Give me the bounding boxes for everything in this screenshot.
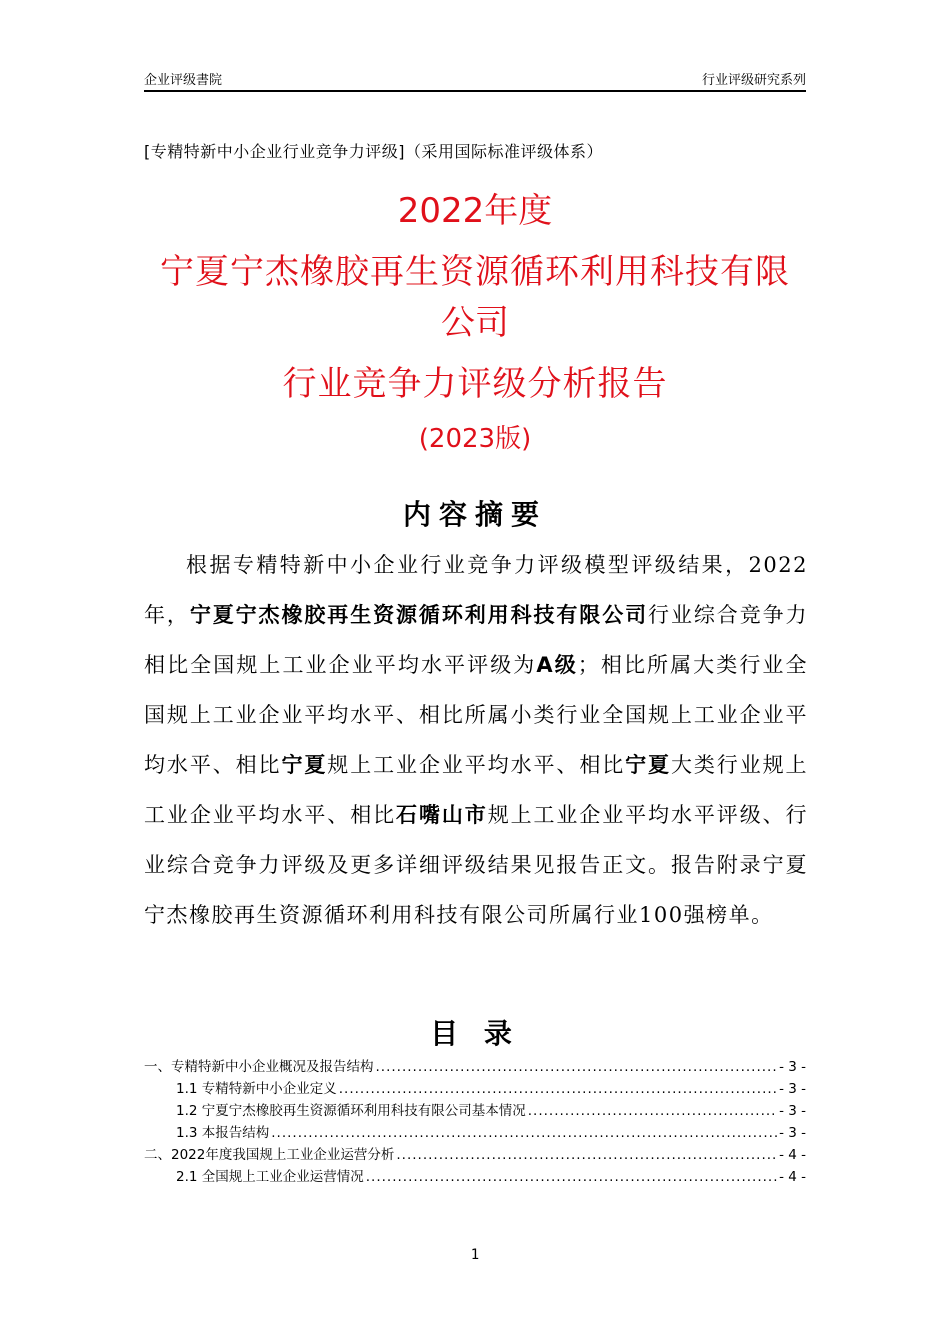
summary-company-name: 宁夏宁杰橡胶再生资源循环利用科技有限公司 [189, 603, 649, 627]
toc-leader-dots [339, 1078, 777, 1100]
toc-entry-page: - 3 - [779, 1103, 806, 1119]
toc-entry-page: - 3 - [779, 1081, 806, 1097]
summary-region: 宁夏 [625, 753, 671, 777]
summary-text: 规上工业企业平均水平评级、行业综合竞争力评级及更多详细评级结果见报告正文。报告附录宁夏宁杰橡胶再生资源循环利用科技有限公司所属行业100强榜单。 [144, 803, 809, 927]
toc-entry[interactable] [144, 1122, 806, 1144]
summary-text: ；相比所属大类行业全国规上工业企业平均水平、相比所属小类行业全国规上工业企业平均水平、相比 [144, 653, 808, 777]
toc-entry-page: - 3 - [779, 1125, 806, 1141]
toc-leader-dots [396, 1144, 777, 1166]
summary-paragraph [144, 540, 808, 940]
toc-leader-dots [366, 1166, 777, 1188]
header-left: 企业评级書院 [144, 73, 223, 88]
table-of-contents [144, 1056, 806, 1188]
toc-entry[interactable] [144, 1078, 806, 1100]
toc-entry-page: - 4 - [779, 1169, 806, 1185]
title-company-line2: 公司 [441, 303, 509, 343]
page-number: 1 [470, 1247, 480, 1263]
toc-heading: 目 录 [430, 1017, 520, 1050]
toc-leader-dots [376, 1056, 778, 1078]
toc-entry[interactable] [144, 1056, 806, 1078]
toc-entry[interactable] [144, 1100, 806, 1122]
toc-entry-label: 2.1 全国规上工业企业运营情况 [176, 1169, 364, 1185]
toc-leader-dots [528, 1100, 777, 1122]
toc-entry[interactable] [144, 1166, 806, 1188]
toc-entry-label: 1.1 专精特新中小企业定义 [176, 1081, 337, 1097]
page-header [144, 66, 806, 92]
toc-entry-page: - 4 - [779, 1147, 806, 1163]
summary-text: 大类行业规上工业企业平均水平、相比 [144, 753, 809, 827]
header-right: 行业评级研究系列 [701, 73, 806, 88]
rating-tag-line: [专精特新中小企业行业竞争力评级]（采用国际标准评级体系） [144, 142, 603, 161]
title-version: (2023版) [418, 424, 532, 454]
summary-text: 根据专精特新中小企业行业竞争力评级模型评级结果，2022年， [144, 553, 808, 627]
toc-leader-dots [271, 1122, 777, 1144]
summary-heading: 内容摘要 [402, 498, 547, 531]
toc-entry[interactable] [144, 1144, 806, 1166]
toc-entry-label: 一、专精特新中小企业概况及报告结构 [144, 1059, 374, 1075]
toc-entry-label: 二、2022年度我国规上工业企业运营分析 [144, 1147, 395, 1163]
summary-text: 规上工业企业平均水平、相比 [327, 753, 626, 777]
summary-region: 宁夏 [281, 753, 328, 777]
toc-entry-label: 1.2 宁夏宁杰橡胶再生资源循环利用科技有限公司基本情况 [176, 1103, 526, 1119]
toc-entry-label: 1.3 本报告结构 [176, 1125, 270, 1141]
summary-city: 石嘴山市 [396, 803, 488, 827]
toc-entry-page: - 3 - [779, 1059, 806, 1075]
title-report: 行业竞争力评级分析报告 [282, 364, 668, 404]
summary-rating: A级 [536, 653, 578, 677]
title-year: 2022年度 [397, 191, 553, 231]
title-company-line1: 宁夏宁杰橡胶再生资源循环利用科技有限 [160, 252, 790, 292]
summary-text: 行业综合竞争力相比全国规上工业企业平均水平评级为 [144, 603, 809, 677]
